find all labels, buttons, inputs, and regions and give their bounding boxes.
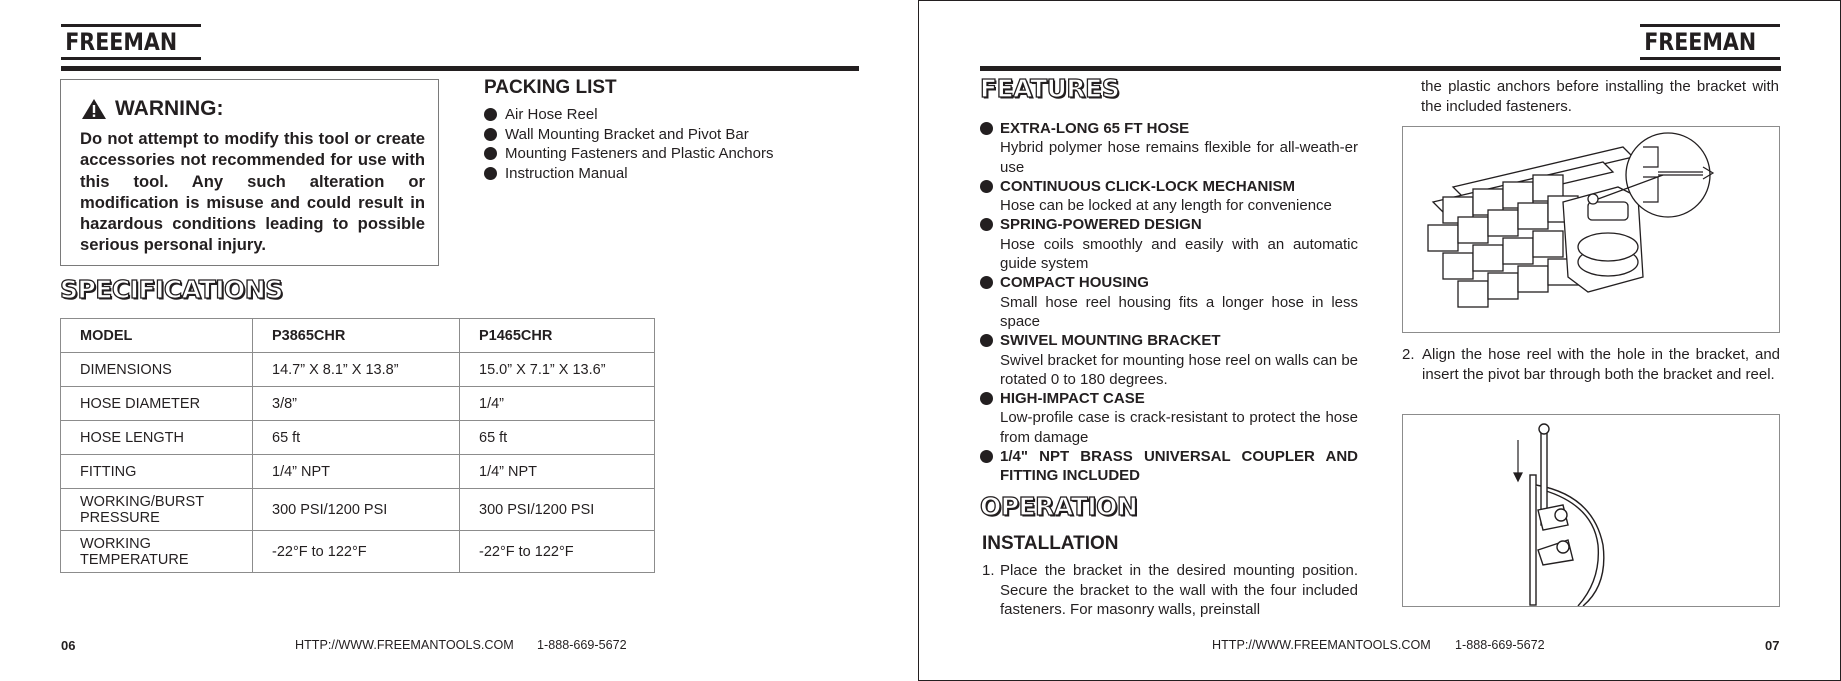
bullet-icon [980, 334, 993, 347]
feature-item: HIGH-IMPACT CASE Low-profile case is crack-resistant to protect the hose from damage [980, 389, 1358, 447]
table-header-cell: P3865CHR [253, 319, 460, 353]
install-step-2: 2. Align the hose reel with the hole in the bracket, and insert the pivot bar through both the bracket and reel. [1402, 346, 1780, 383]
table-cell: DIMENSIONS [61, 353, 253, 387]
install-step-1: 1. Place the bracket in the desired mounting position. Secure the bracket to the wall with the four included fasteners. For masonry walls, preinstall [982, 562, 1358, 618]
table-cell: 65 ft [253, 421, 460, 455]
table-cell: HOSE DIAMETER [61, 387, 253, 421]
table-cell: 14.7” X 8.1” X 13.8” [253, 353, 460, 387]
table-cell: 15.0” X 7.1” X 13.6” [460, 353, 655, 387]
table-header-cell: P1465CHR [460, 319, 655, 353]
table-cell: HOSE LENGTH [61, 421, 253, 455]
bullet-icon [484, 167, 497, 180]
bullet-icon [980, 218, 993, 231]
bullet-icon [980, 180, 993, 193]
page-number: 07 [1765, 638, 1780, 653]
feature-item: COMPACT HOUSING Small hose reel housing fits a longer hose in less space [980, 273, 1358, 331]
feature-item: 1/4" NPT BRASS UNIVERSAL COUPLER AND FITTING INCLUDED [980, 447, 1358, 486]
logo-text: FREEMAN [65, 28, 178, 56]
table-row [61, 489, 655, 531]
table-cell: FITTING [61, 455, 253, 489]
table-cell: 300 PSI/1200 PSI [460, 489, 655, 531]
table-cell: 1/4” NPT [460, 455, 655, 489]
table-cell: 65 ft [460, 421, 655, 455]
features-title: FEATURES [980, 74, 1120, 103]
warning-triangle-icon [81, 98, 107, 120]
packing-list-title: PACKING LIST [484, 77, 617, 98]
table-row [61, 387, 655, 421]
table-cell: 300 PSI/1200 PSI [253, 489, 460, 531]
specifications-table [60, 318, 655, 573]
footer-phone: 1-888-669-5672 [1455, 638, 1545, 652]
header-rule [61, 66, 859, 71]
list-item: Air Hose Reel [484, 105, 773, 125]
feature-item: EXTRA-LONG 65 FT HOSE Hybrid polymer hose remains flexible for all-weath-er use [980, 119, 1358, 177]
warning-title-text: WARNING: [115, 97, 224, 120]
table-header-cell: MODEL [61, 319, 253, 353]
logo-text: FREEMAN [1644, 28, 1757, 56]
specifications-title: SPECIFICATIONS [60, 275, 283, 304]
table-row [61, 353, 655, 387]
packing-list [484, 105, 773, 183]
footer-url: HTTP://WWW.FREEMANTOOLS.COM [295, 638, 514, 652]
header-rule [980, 66, 1781, 71]
freeman-logo [1640, 24, 1780, 60]
bullet-icon [980, 276, 993, 289]
table-cell: WORKING TEMPERATURE [61, 531, 253, 573]
table-row [61, 531, 655, 573]
bracket-mounting-figure [1402, 126, 1780, 333]
table-row [61, 455, 655, 489]
list-item: Instruction Manual [484, 164, 773, 184]
bullet-icon [484, 147, 497, 160]
brick-wall-bracket-illustration [1403, 127, 1779, 332]
table-cell: -22°F to 122°F [253, 531, 460, 573]
footer-phone: 1-888-669-5672 [537, 638, 627, 652]
features-list [980, 119, 1358, 486]
list-item: Wall Mounting Bracket and Pivot Bar [484, 125, 773, 145]
bullet-icon [980, 450, 993, 463]
table-header-row [61, 319, 655, 353]
warning-box [60, 79, 439, 266]
pivot-bar-illustration [1403, 415, 1779, 606]
feature-item: SPRING-POWERED DESIGN Hose coils smoothly and easily with an automatic guide system [980, 215, 1358, 273]
bullet-icon [484, 128, 497, 141]
pivot-bar-figure [1402, 414, 1780, 607]
page-number: 06 [61, 638, 76, 653]
table-row [61, 421, 655, 455]
install-step-1-continued: the plastic anchors before installing the bracket with the included fasteners. [1421, 78, 1779, 115]
table-cell: -22°F to 122°F [460, 531, 655, 573]
feature-item: SWIVEL MOUNTING BRACKET Swivel bracket for mounting hose reel on walls can be rotated 0 to 180 degrees. [980, 331, 1358, 389]
freeman-logo [61, 24, 201, 60]
feature-item: CONTINUOUS CLICK-LOCK MECHANISM Hose can be locked at any length for convenience [980, 177, 1358, 216]
table-cell: WORKING/BURST PRESSURE [61, 489, 253, 531]
table-cell: 1/4” [460, 387, 655, 421]
table-cell: 3/8” [253, 387, 460, 421]
footer-url: HTTP://WWW.FREEMANTOOLS.COM [1212, 638, 1431, 652]
table-cell: 1/4” NPT [253, 455, 460, 489]
bullet-icon [980, 122, 993, 135]
warning-text: Do not attempt to modify this tool or create accessories not recommended for use with this tool. Any such alteration or modification is misuse and could result in hazardous conditions leading to possible serious personal injury. [80, 129, 425, 255]
bullet-icon [484, 108, 497, 121]
operation-title: OPERATION [980, 492, 1138, 521]
bullet-icon [980, 392, 993, 405]
list-item: Mounting Fasteners and Plastic Anchors [484, 144, 773, 164]
left-page [0, 0, 916, 681]
warning-title [81, 97, 224, 121]
installation-title: INSTALLATION [982, 533, 1119, 554]
